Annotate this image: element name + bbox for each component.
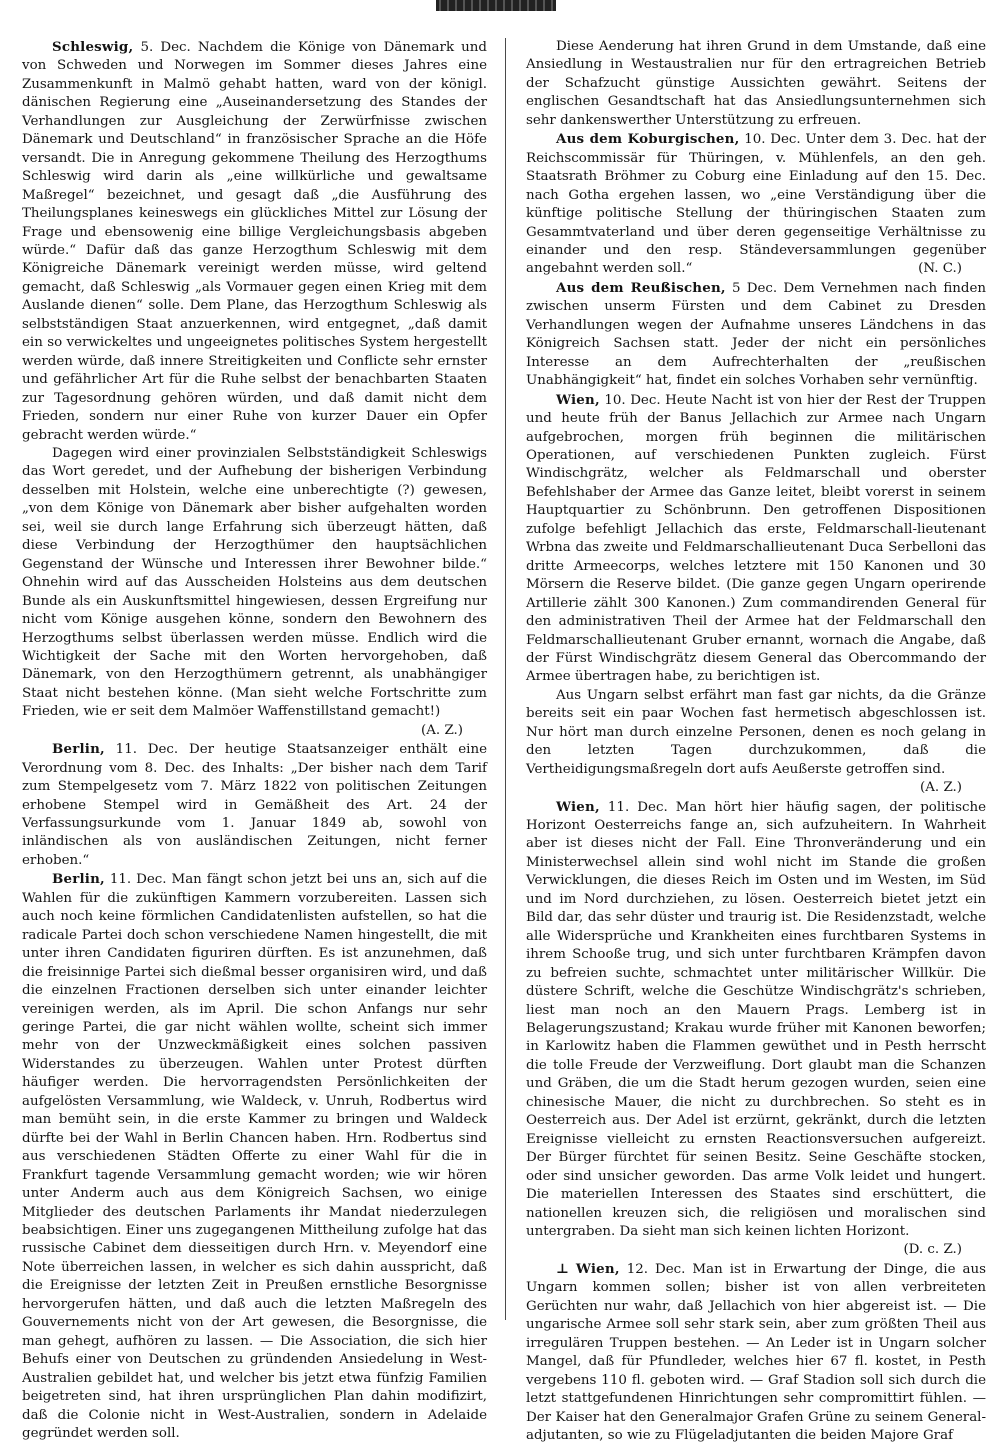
article-text: 11. Dec. Man fängt schon jetzt bei uns an, sich auf die Wahlen für die zukünftigen Kammern vorzubereiten. Lassen sich auch noch keine förmlichen Candidatenlisten aufstellen, so hat die radicale Partei doch schon verschiedene Namen hingestellt, die mit unter ihren Candidaten figuriren dürften. Es ist anzunehmen, daß die freisinnige Partei sich dießmal besser organisiren wird, und daß die einzelnen Fractionen derselben sich unter einander leichter vereinigen werden, als im April. Die schon Anfangs nur sehr geringe Partei, die gar nicht wählen wollte, scheint sich immer mehr von der Unzweckmäßigkeit eines solchen passiven Widerstandes zu überzeugen. Wahlen unter Protest dürften häufiger werden. Die hervorragendsten Persönlichkeiten der aufgelösten Versammlung, wie Waldeck, v. Unruh, Rodbertus wird man bemüht sein, in die erste Kammer zu bringen und Waldeck dürfte bei der Wahl in Berlin Chancen haben. Hrn. Rodbertus sind aus verschiedenen Städten Offerte zu einer Wahl für die in Frankfurt tagende Versammlung gemacht worden; wie wir hören unter Anderm auch aus dem Königreich Sachsen, wo einige Mitglieder des deutschen Parlaments ihr Mandat niederzulegen beabsichtigen. Einer uns zugegangenen Mittheilung zufolge hat das russische Cabinet dem diesseitigen durch Hrn. v. Meyendorf eine Note überreichen lassen, in welcher es sich dahin ausspricht, daß die Ereignisse der letzten Zeit in Preußen ernstliche Besorgnisse hervorgerufen hätten, und daß auch die letzten Maßregeln des Gouvernements nicht von der Art gewesen, die Besorgnisse, die man gehegt, aufhören zu lassen. — Die Association, die sich hier Behufs einer von Deutschen zu gründenden Ansiedelung in West-Australien gebildet hat, und welcher bis jetzt etwa fünfzig Familien beigetreten sind, hat ihren ursprünglichen Plan dahin modifizirt, daß die Colonie nicht in West-Australien, sondern in Adelaide gegründet werden soll. <box>22 872 487 1441</box>
dateline: Schleswig, <box>52 39 134 55</box>
article-text: 10. Dec. Heute Nacht ist von hier der Rest der Truppen und heute früh der Banus Jellachich zur Armee nach Ungarn aufgebrochen, morgen früh beginnen die militärischen Operationen, auf verschiedenen Punkten zugleich. Fürst Windischgrätz, welcher als Feldmarschall und oberster Befehlshaber der Armee das Ganze leitet, bleibt vorerst in seinem Hauptquartier zu Schönbrunn. Den getroffenen Dispositionen zufolge befehligt Jellachich das erste, Feldmarschall-lieutenant Wrbna das zweite und Feldmarschallieutenant Duca Serbelloni das dritte Armeecorps, welches letztere mit 150 Kanonen und 30 Mörsern die Reserve bildet. (Die ganze gegen Ungarn operirende Artillerie zählt 300 Kanonen.) Zum commandirenden General für den administrativen Theil der Armee hat der Feldmarschall den Feldmarschallieutenant Gruber ernannt, wornach die Angabe, daß der Fürst Windischgrätz diesem General das Obercommando der Armee übertragen habe, zu berichtigen ist. <box>526 392 986 685</box>
article-text: 10. Dec. Unter dem 3. Dec. hat der Reichscommissär für Thüringen, v. Mühlenfels, an den geh. Staatsrath Bröhmer zu Coburg eine Einladung auf den 15. Dec. nach Gotha ergehen lassen, wo „eine Verständigung über die künftige politische Stellung der thüringischen Staaten zum Gesammtvaterland und über deren gegenseitige Verhältnisse zu einander und den resp. Ständeversammlungen gegenüber angebahnt werden soll.“ <box>526 132 986 277</box>
dateline: Aus dem Koburgischen, <box>556 131 740 148</box>
dateline: Berlin, <box>52 741 105 758</box>
article-wien-11 <box>526 798 986 1260</box>
article-text: 5. Dec. Nachdem die Könige von Dänemark und von Schweden und Norwegen im Sommer dieses Jahres eine Zusammenkunft in Malmö gehabt hatten, ward von der königl. dänischen Regierung eine „Auseinandersetzung des Standes der Verhandlungen zur Ausgleichung der Zerwürfnisse zwischen Dänemark und Deutschland“ in französischer Sprache an die Höfe versandt. Die in Anregung gekommene Theilung des Herzogthums Schleswig wird darin als „eine willkürliche und gewaltsame Maßregel“ bezeichnet, und gesagt daß „die Ausführung des Theilungsplanes keineswegs ein glückliches Mittel zur Lösung der Frage und ebensowenig eine billige Vergleichungsbasis abgeben würde.“ Dafür daß das ganze Herzogthum Schleswig mit dem Königreiche Dänemark vereinigt werden müsse, wird geltend gemacht, daß Schleswig „als Vormauer gegen einen Krieg mit dem Auslande dienen“ solle. Dem Plane, das Herzogthum Schleswig als selbstständigen Staat anzuerkennen, wird entgegnet, „daß damit ein so verwickeltes und ungeeignetes politisches System hergestellt werden würde, daß innere Streitigkeiten und Conflicte sehr ernster und gefährlicher Art für die Ruhe selbst der benachbarten Staaten zur Tagesordnung gehören würden, und daß damit nicht dem Frieden, sondern nur einer Ruhe von kurzer Dauer ein Opfer gebracht werden würde.“ <box>22 40 487 443</box>
article-text: 11. Dec. Man hört hier häufig sagen, der politische Horizont Oesterreichs fange an, sich aufzuheitern. In Wahrheit aber ist dieses nicht der Fall. Eine Thronveränderung und ein Ministerwechsel allein sind wohl nicht im Stande die großen Verwicklungen, die dieses Reich im Osten und im Westen, im Süd und im Nord durchziehen, zu lösen. Oesterreich bietet jetzt ein Bild dar, das sehr düster und traurig ist. Die Residenzstadt, welche alle Widersprüche und Krankheiten eines furchtbaren Systems in ihrem Schooße trug, und sich unter furchtbaren Krämpfen davon zu befreien suchte, schmachtet unter militärischer Willkür. Die düstere Schrift, welche die Geschütze Windischgrätz's schrieben, liest man noch an den Mauern Prags. Lemberg ist in Belagerungszustand; Krakau wurde früher mit Kanonen beworfen; in Karlowitz haben die Flammen gewüthet und in Pesth herrscht die tolle Freude der Verzweiflung. Dort glaubt man die Schanzen und Gräben, die um die Stadt herum gezogen wurden, seien eine chinesische Mauer, die nicht zu durchbrechen. So steht es in Oesterreich aus. Der Adel ist erzürnt, gekränkt, durch die letzten Ereignisse vielleicht zu ernsten Reactionsversuchen aufgereizt. Der Bürger fürchtet für seinen Besitz. Seine Geschäfte stocken, oder sind unsicher geworden. Das arme Volk leidet und hungert. Die materiellen Interessen des Staates sind erschüttert, die nationellen kreuzen sich, die religiösen und moralischen sind untergraben. Da sieht man sich keinen lichten Horizont. <box>526 799 986 1239</box>
right-column <box>526 38 986 1445</box>
source-tag: (D. c. Z.) <box>903 1242 962 1258</box>
article-text: Dagegen wird einer provinzialen Selbstständigkeit Schleswigs das Wort geredet, und der Aufhebung der bisherigen Verbindung desselben mit Holstein, welche eine unberechtigte (?) gewesen, „von dem Könige von Dänemark aber bisher aufgehalten worden sei, weil sie durch lange Erfahrung sich überzeugt hätten, daß diese Verbindung der Herzogthümer den hauptsächlichen Gegenstand der Wünsche und Interessen ihrer Bewohner bilde.“ Ohnehin wird auf das Ausscheiden Holsteins aus dem deutschen Bunde als ein Auskunftsmittel hingewiesen, dessen Ergreifung nur nicht vom Könige ausgehen könne, sondern den Bewohnern des Herzogthums selbst überlassen werden müsse. Endlich wird die Wichtigkeit der Sache mit den Worten hervorgehoben, daß Dänemark, von den Herzogthümern getrennt, als unabhängiger Staat nicht bestehen könne. (Man sieht welche Fortschritte zum Frieden, wie er seit dem Malmöer Waffenstillstand gemacht!) <box>22 445 487 720</box>
article-wien-10 <box>526 391 986 798</box>
article-text: 11. Dec. Der heutige Staatsanzeiger enthält eine Verordnung vom 8. Dec. des Inhalts: „Der bisher nach dem Tarif zum Stempelgesetz vom 7. März 1822 von politischen Zeitungen erhobene Stempel wird in Gemäßheit des Art. 24 der Verfassungsurkunde vom 1. Januar 1849 ab, sowohl von inländischen als von ausländischen Zeitungen, nicht ferner erhoben.“ <box>22 742 487 868</box>
bullet-mark: ⊥ <box>556 1260 569 1277</box>
article-koburg <box>526 130 986 279</box>
article-reuss <box>526 279 986 391</box>
column-divider <box>505 38 506 1320</box>
article-continuation <box>526 38 986 130</box>
dateline: Wien, <box>575 1260 620 1277</box>
article-schleswig <box>22 38 487 740</box>
article-text: Aus Ungarn selbst erfährt man fast gar nichts, da die Gränze bereits seit ein paar Wochen fast hermetisch abgeschlossen ist. Nur hört man durch einzelne Personen, denen es noch gelang in den letzten Tagen durchzukommen, daß die Vertheidigungsmaßregeln dort aufs Aeußerste getroffen sind. <box>526 687 986 777</box>
article-text: 12. Dec. Man ist in Erwartung der Dinge, die aus Ungarn kommen sollen; bisher ist von allen verbreiteten Gerüchten nur wahr, daß Jellachich von hier abgereist ist. — Die ungarische Armee soll sehr stark sein, aber zum größten Theil aus irregulären Truppen bestehen. — An Leder ist in Ungarn solcher Mangel, daß für Pfundleder, welches hier 67 fl. kostet, in Pesth vergebens 110 fl. geboten wird. — Graf Stadion soll sich durch die letzt stattgefundenen Hinrichtungen sehr compromittirt fühlen. — Der Kaiser hat den Generalmajor Grafen Grüne zu seinem General-adjutanten, so wie zu Flügeladjutanten die beiden Majore Graf <box>526 1261 986 1443</box>
page-top-mark <box>436 0 556 11</box>
left-column <box>22 38 487 1443</box>
article-berlin-2 <box>22 870 487 1443</box>
dateline: Berlin, <box>52 871 105 888</box>
dateline: Aus dem Reußischen, <box>556 279 726 296</box>
source-tag: (A. Z.) <box>421 722 463 738</box>
article-wien-12 <box>526 1260 986 1445</box>
dateline: Wien, <box>556 391 600 408</box>
article-text: 5 Dec. Dem Vernehmen nach finden zwischen unserm Fürsten und dem Cabinet zu Dresden Verhandlungen wegen der Aufnahme unseres Ländchens in das Königreich Sachsen statt. Jeder der nicht ein persönliches Interesse an dem Aufrechterhalten der „reußischen Unabhängigkeit“ hat, findet ein solches Vorhaben sehr vernünftig. <box>526 280 987 389</box>
article-berlin-1 <box>22 740 487 870</box>
source-tag: (N. C.) <box>918 261 962 277</box>
article-text: Diese Aenderung hat ihren Grund in dem Umstande, daß eine Ansiedlung in Westaustralien nur für den ertragreichen Betrieb der Schafzucht günstige Aussichten gewährt. Seitens der englischen Gesandtschaft hat das Ansiedlungsunternehmen sich sehr dankenswerther Unterstützung zu erfreuen. <box>526 39 986 128</box>
source-tag: (A. Z.) <box>920 780 962 796</box>
dateline: Wien, <box>556 798 600 815</box>
